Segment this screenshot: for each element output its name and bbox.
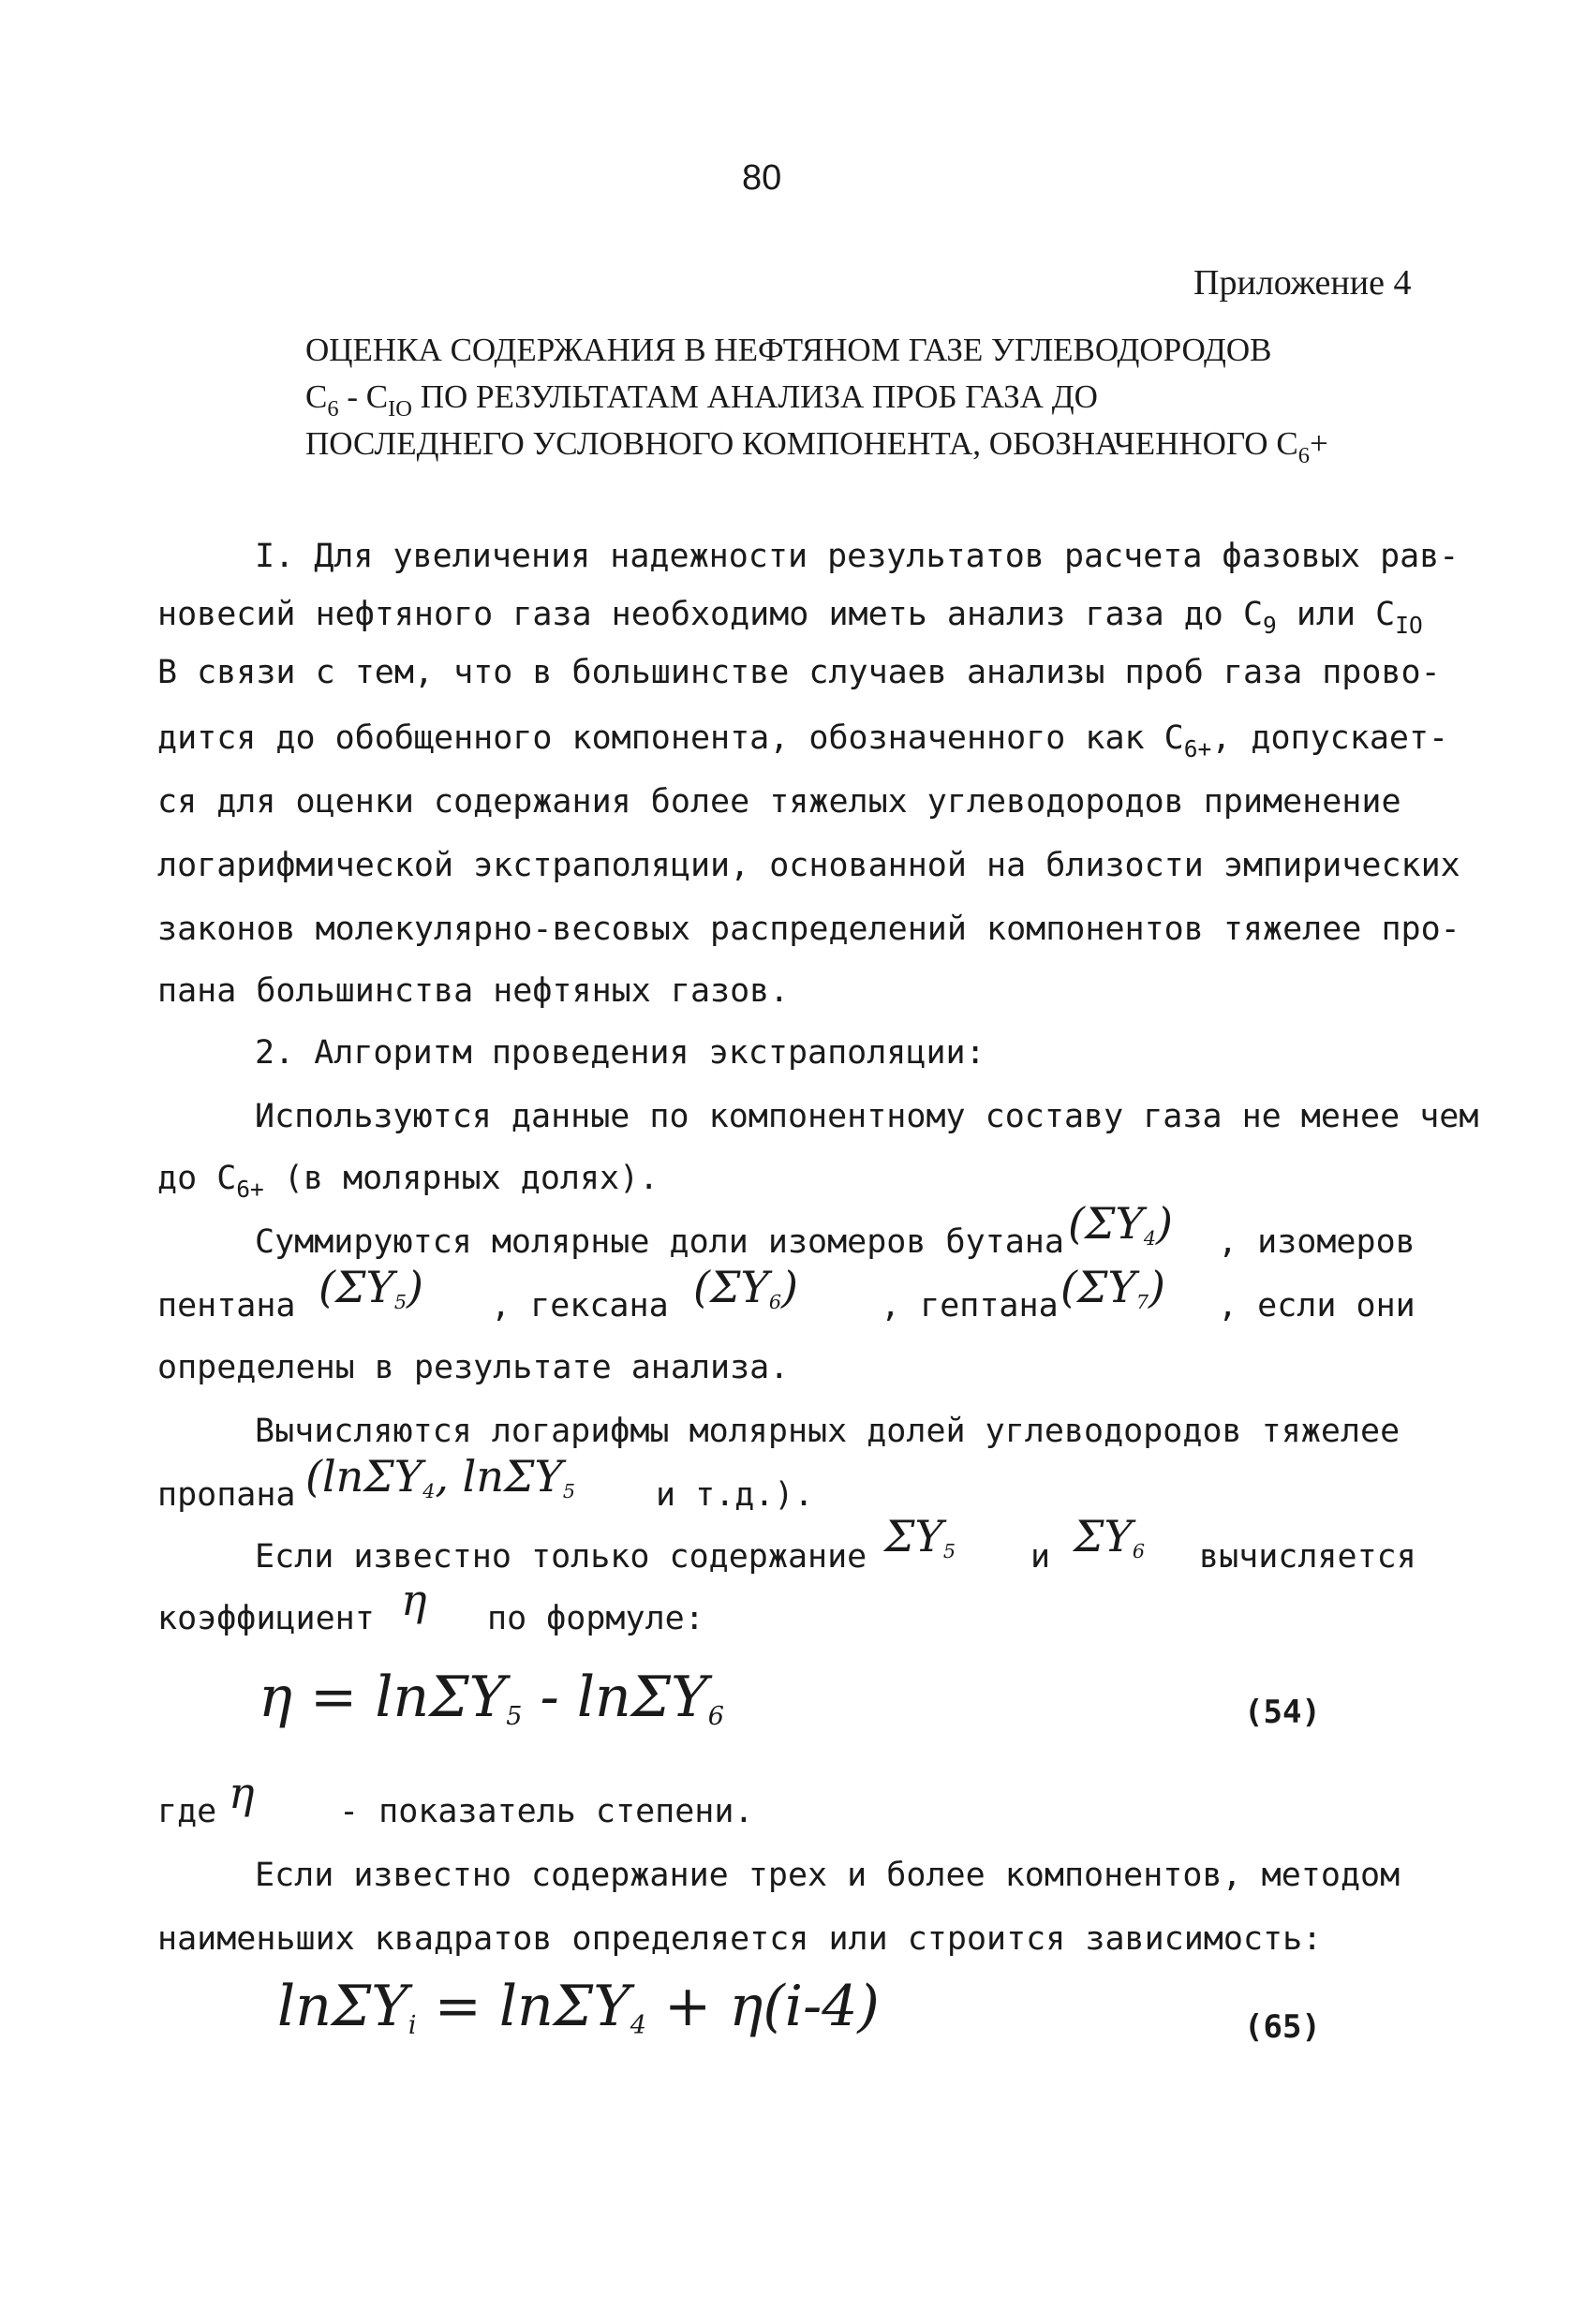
s2-p5-line-2: наименьших квадратов определяется или строится зависимость: bbox=[157, 1920, 1323, 1958]
s1-line-8: пана большинства нефтяных газов. bbox=[157, 972, 790, 1010]
page-number: 80 bbox=[742, 158, 782, 198]
s2-p3-line-2-end: и т.д.). bbox=[656, 1476, 814, 1514]
s2-p2-line-2-end: , если они bbox=[1218, 1287, 1415, 1325]
where-label: где bbox=[157, 1793, 217, 1830]
s1-line-3: В связи с тем, что в большинстве случаев анализы проб газа прово- bbox=[157, 654, 1441, 691]
eta-symbol: η bbox=[401, 1575, 427, 1625]
equation-65-number: (65) bbox=[1244, 2008, 1321, 2046]
s2-p2-line-2-pentane: пентана bbox=[157, 1287, 296, 1325]
s1-line-4: дится до обобщенного компонента, обозначенного как $С_{6+}$, допускает- bbox=[157, 719, 1449, 763]
title-line-2: $С_6 - С_{IO}$ ПО РЕЗУЛЬТАТАМ АНАЛИЗА ПРОБ ГАЗА ДО bbox=[305, 378, 1098, 422]
s2-p4-line-1-start: Если известно только содержание bbox=[255, 1538, 867, 1576]
s2-p1-line-2: до $С_{6+}$ (в молярных долях). bbox=[157, 1160, 660, 1204]
sigma-y5: ΣY5 bbox=[884, 1511, 956, 1563]
s2-p2-line-2-hexane: , гексана bbox=[491, 1287, 669, 1325]
s2-p2-line-2-heptane: , гептана bbox=[881, 1287, 1059, 1325]
log-list-expression: (lnΣY4, lnΣY5 bbox=[305, 1451, 576, 1503]
s1-line-6: логарифмической экстраполяции, основанной на близости эмпирических bbox=[157, 847, 1460, 884]
appendix-label: Приложение 4 bbox=[1193, 263, 1412, 303]
s2-p2-line-1: Суммируются молярные доли изомеров бутана bbox=[255, 1223, 1064, 1261]
s2-p3-line-1: Вычисляются логарифмы молярных долей углеводородов тяжелее bbox=[255, 1413, 1401, 1450]
where-eta-symbol: η bbox=[229, 1768, 255, 1818]
s2-p4-line-2-end: по формуле: bbox=[487, 1600, 704, 1637]
equation-54-number: (54) bbox=[1244, 1694, 1321, 1731]
equation-65: lnΣYi = lnΣY4 + η(i-4) bbox=[277, 1974, 880, 2041]
where-definition: - показатель степени. bbox=[339, 1793, 754, 1830]
s2-p2-line-3: определены в результате анализа. bbox=[157, 1349, 790, 1386]
s2-p4-line-2-start: коэффициент bbox=[157, 1600, 375, 1637]
s2-p2-line-1-end: , изомеров bbox=[1218, 1223, 1415, 1261]
s1-line-5: ся для оценки содержания более тяжелых углеводородов применение bbox=[157, 783, 1401, 821]
equation-54: η = lnΣY5 - lnΣY6 bbox=[259, 1665, 724, 1732]
s2-p1-line-1: Используются данные по компонентному составу газа не менее чем bbox=[255, 1098, 1479, 1135]
s2-p5-line-1: Если известно содержание трех и более компонентов, методом bbox=[255, 1857, 1401, 1894]
sum-y6-expression: (ΣY6) bbox=[693, 1262, 798, 1314]
sum-y7-expression: (ΣY7) bbox=[1060, 1262, 1165, 1314]
title-line-3: ПОСЛЕДНЕГО УСЛОВНОГО КОМПОНЕНТА, ОБОЗНАЧЕННОГО $С_6+$ bbox=[305, 425, 1328, 469]
s1-line-7: законов молекулярно-весовых распределений компонентов тяжелее про- bbox=[157, 910, 1460, 948]
s1-line-2: новесий нефтяного газа необходимо иметь анализ газа до $С_9$ или $С_{IO}$ bbox=[157, 596, 1423, 640]
s2-p3-line-2-start: пропана bbox=[157, 1476, 296, 1514]
sum-y4-expression: (ΣY4) bbox=[1068, 1198, 1173, 1251]
s2-p4-line-1-and: и bbox=[1030, 1538, 1051, 1576]
sum-y5-expression: (ΣY5) bbox=[319, 1262, 423, 1314]
sigma-y6: ΣY6 bbox=[1074, 1511, 1146, 1563]
s1-line-1: I. Для увеличения надежности результатов расчета фазовых рав- bbox=[255, 538, 1460, 575]
title-line-1: ОЦЕНКА СОДЕРЖАНИЯ В НЕФТЯНОМ ГАЗЕ УГЛЕВОДОРОДОВ bbox=[305, 332, 1272, 368]
s2-p4-line-1-end: вычисляется bbox=[1199, 1538, 1416, 1576]
s2-heading: 2. Алгоритм проведения экстраполяции: bbox=[255, 1034, 986, 1072]
